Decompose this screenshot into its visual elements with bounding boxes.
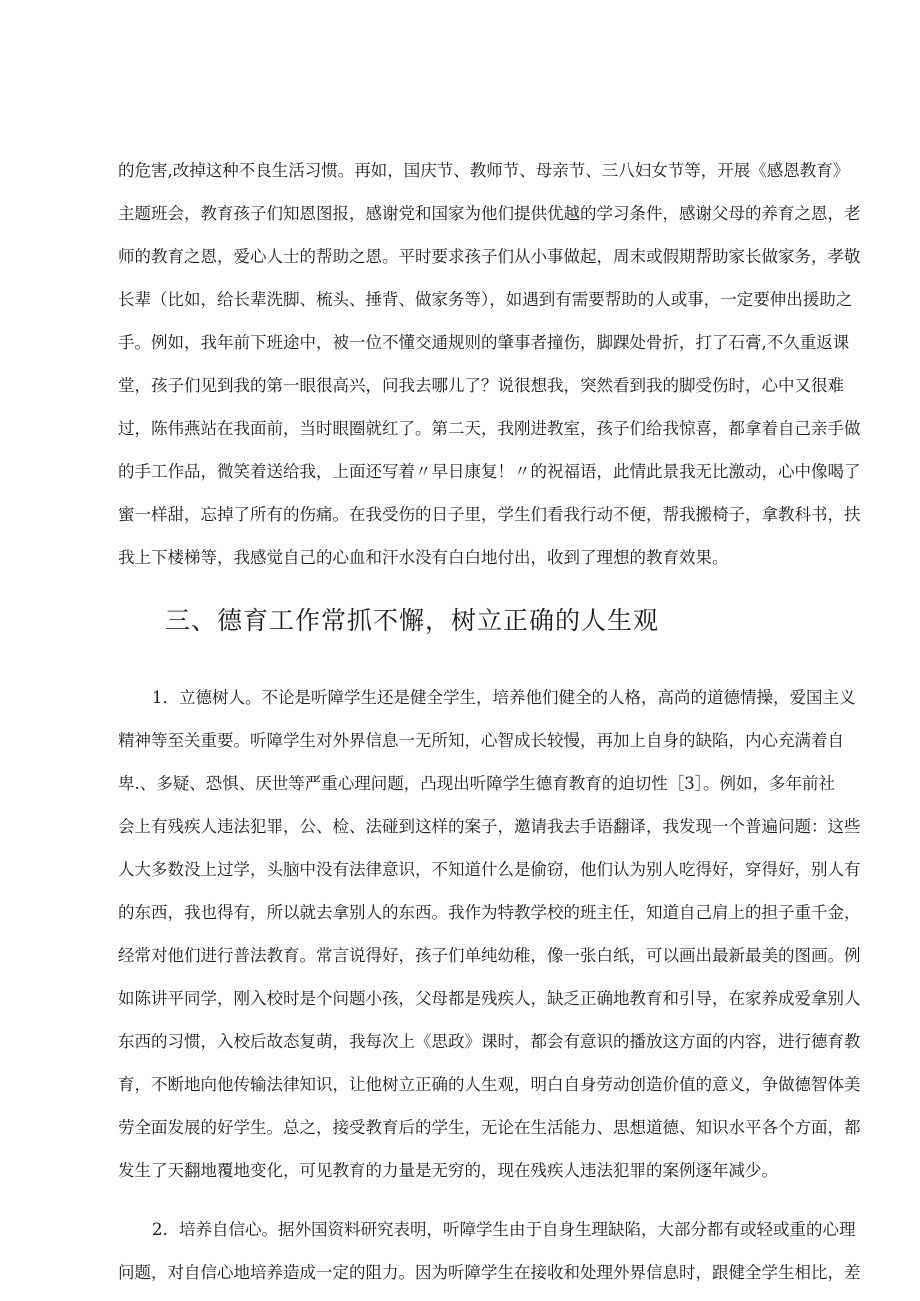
text-line: 人大多数没上过学，头脑中没有法律意识，不知道什么是偷窃，他们认为别人吃得好，穿得好，别人有: [118, 860, 861, 879]
text-line: 卑.、多疑、恐惧、厌世等严重心理问题，凸现出听障学生德育教育的迫切性［3］。例如，多年前社: [118, 774, 835, 793]
section-heading: 三、德育工作常抓不懈，树立正确的人生观: [165, 606, 660, 635]
text-line: 经常对他们进行普法教育。常言说得好，孩子们单纯幼稚，像一张白纸，可以画出最新最美的图画。例: [118, 946, 861, 965]
text-line: 问题，对自信心地培养造成一定的阻力。因为听障学生在接收和处理外界信息时，跟健全学生相比，差: [118, 1263, 861, 1282]
text-line: 的危害,改掉这种不良生活习惯。再如，国庆节、教师节、母亲节、三八妇女节等，开展《感恩教育》: [118, 161, 850, 180]
text-line: 发生了天翻地覆地变化，可见教育的力量是无穷的，现在残疾人违法犯罪的案例逐年减少。: [118, 1161, 778, 1180]
text-line: 我上下楼梯等，我感觉自己的心血和汗水没有白白地付出，收到了理想的教育效果。: [118, 548, 729, 567]
text-line: 精神等至关重要。听障学生对外界信息一无所知，心智成长较慢，再加上自身的缺陷，内心充满着自: [118, 731, 844, 750]
text-line: 主题班会，教育孩子们知恩图报，感谢党和国家为他们提供优越的学习条件，感谢父母的养育之恩，老: [118, 204, 861, 223]
text-line: 2．培养自信心。据外国资料研究表明，听障学生由于自身生理缺陷，大部分都有或轻或重的心理: [152, 1220, 856, 1239]
text-line: 的手工作品，微笑着送给我，上面还写着〃早日康复！〃的祝福语，此情此景我无比激动，心中像喝了: [118, 462, 861, 481]
text-line: 手。例如，我年前下班途中，被一位不懂交通规则的肇事者撞伤，脚踝处骨折，打了石膏,不久重返课: [118, 333, 850, 352]
text-line: 如陈讲平同学，刚入校时是个问题小孩，父母都是残疾人，缺乏正确地教育和引导，在家养成爱拿别人: [118, 989, 861, 1008]
text-line: 长辈（比如，给长辈洗脚、梳头、捶背、做家务等），如遇到有需要帮助的人或事，一定要伸出援助之: [118, 290, 853, 309]
text-line: 堂，孩子们见到我的第一眼很高兴，问我去哪儿了？说很想我，突然看到我的脚受伤时，心中又很难: [118, 376, 844, 395]
text-line: 劳全面发展的好学生。总之，接受教育后的学生，无论在生活能力、思想道德、知识水平各个方面，都: [118, 1118, 861, 1137]
text-line: 1．立德树人。不论是听障学生还是健全学生，培养他们健全的人格，高尚的道德情操，爱国主义: [152, 688, 856, 707]
text-line: 过，陈伟燕站在我面前，当时眼圈就红了。第二天，我刚进教室，孩子们给我惊喜，都拿着自己亲手做: [118, 419, 861, 438]
text-line: 蜜一样甜，忘掉了所有的伤痛。在我受伤的日子里，学生们看我行动不便，帮我搬椅子，拿教科书，扶: [118, 505, 861, 524]
text-line: 东西的习惯，入校后故态复萌，我每次上《思政》课时，都会有意识的播放这方面的内容，进行德育教: [118, 1032, 861, 1051]
text-line: 会上有残疾人违法犯罪，公、检、法碰到这样的案子，邀请我去手语翻译，我发现一个普遍问题：这些: [118, 817, 861, 836]
text-line: 的东西，我也得有，所以就去拿别人的东西。我作为特教学校的班主任，知道自己肩上的担子重千金，: [118, 903, 861, 922]
text-line: 育，不断地向他传输法律知识，让他树立正确的人生观，明白自身劳动创造价值的意义，争做德智体美: [118, 1075, 861, 1094]
text-line: 师的教育之恩，爱心人士的帮助之恩。平时要求孩子们从小事做起，周末或假期帮助家长做家务，孝敬: [118, 247, 861, 266]
